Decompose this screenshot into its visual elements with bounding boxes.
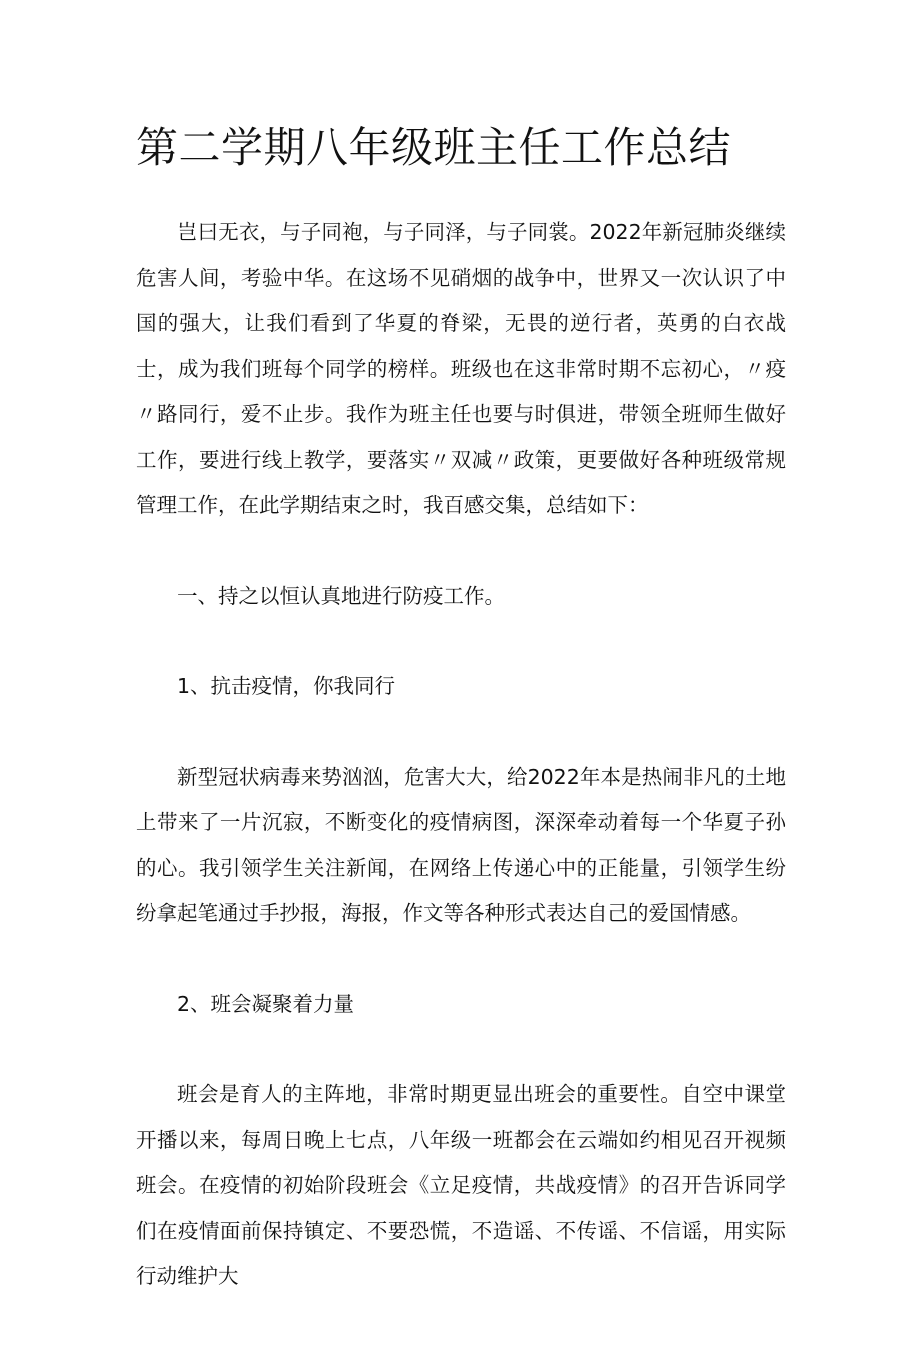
subsection-paragraph-2: 班会是育人的主阵地，非常时期更显出班会的重要性。自空中课堂开播以来，每周日晚上七点，八年级一班都会在云端如约相见召开视频班会。在疫情的初始阶段班会《立足疫情，共战疫情》的召开告诉同学们在疫情面前保持镇定、不要恐慌，不造谣、不传谣、不信谣，用实际行动维护大 <box>136 1082 786 1288</box>
document-title: 第二学期八年级班主任工作总结 <box>136 123 732 172</box>
section-heading-1: 一、持之以恒认真地进行防疫工作。 <box>177 583 505 608</box>
subsection-heading-1: 1、抗击疫情，你我同行 <box>177 674 396 698</box>
document-body <box>136 210 786 1345</box>
intro-paragraph: 岂曰无衣，与子同袍，与子同泽，与子同裳。2022年新冠肺炎继续危害人间，考验中华。在这场不见硝烟的战争中，世界又一次认识了中国的强大，让我们看到了华夏的脊梁，无畏的逆行者，英勇的白衣战士，成为我们班每个同学的榜样。班级也在这非常时期不忘初心，〃疫〃路同行，爱不止步。我作为班主任也要与时俱进，带领全班师生做好工作，要进行线上教学，要落实〃双减〃政策，更要做好各种班级常规管理工作，在此学期结束之时，我百感交集，总结如下： <box>136 220 786 517</box>
subsection-paragraph-1: 新型冠状病毒来势汹汹，危害大大，给2022年本是热闹非凡的土地上带来了一片沉寂，不断变化的疫情病图，深深牵动着每一个华夏子孙的心。我引领学生关注新闻，在网络上传递心中的正能量，引领学生纷纷拿起笔通过手抄报，海报，作文等各种形式表达自己的爱国情感。 <box>136 764 786 925</box>
subsection-heading-2: 2、班会凝聚着力量 <box>177 991 355 1016</box>
